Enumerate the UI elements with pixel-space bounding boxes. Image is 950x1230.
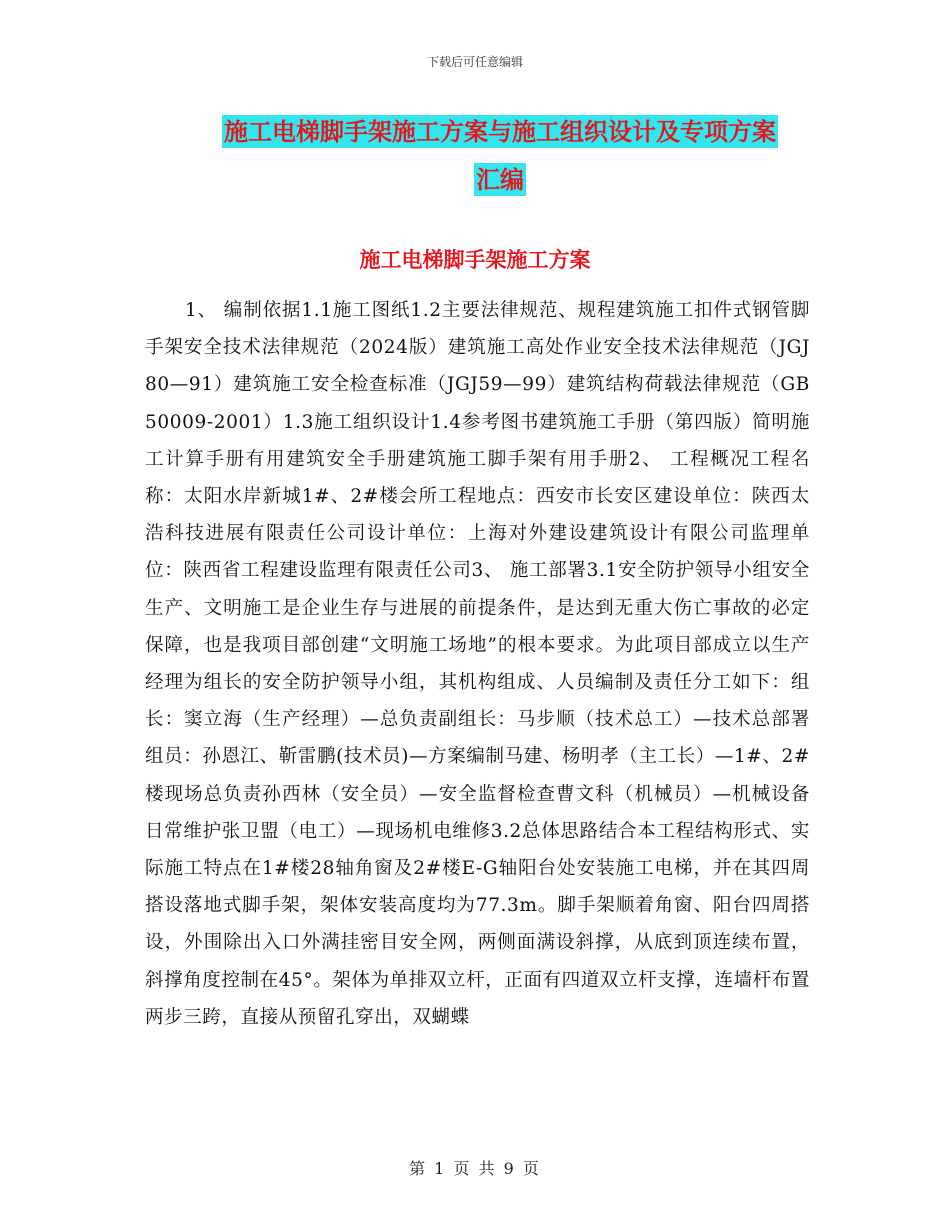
document-title: [140, 108, 860, 204]
section-title: 施工电梯脚手架施工方案: [359, 247, 591, 272]
page-header-note: 下载后可任意编辑: [426, 55, 523, 69]
page-number: 第 1 页 共 9 页: [409, 1159, 541, 1178]
document-title-line1: 施工电梯脚手架施工方案与施工组织设计及专项方案: [224, 117, 776, 146]
body-paragraph: 1、 编制依据1.1施工图纸1.2主要法律规范、规程建筑施工扣件式钢管脚手架安全技术法律规范（2024版）建筑施工高处作业安全技术法律规范（JGJ80—91）建筑施工安全检查标准（JGJ59—99）建筑结构荷载法律规范（GB50009-2001）1.3施工组织设计1.4参考图书建筑施工手册（第四版）简明施工计算手册有用建筑安全手册建筑施工脚手架有用手册2、 工程概况工程名称：太阳水岸新城1#、2#楼会所工程地点：西安市长安区建设单位：陕西太浩科技进展有限责任公司设计单位：上海对外建设建筑设计有限公司监理单位：陕西省工程建设监理有限责任公司3、 施工部署3.1安全防护领导小组安全生产、文明施工是企业生存与进展的前提条件，是达到无重大伤亡事故的必定保障，也是我项目部创建“文明施工场地”的根本要求。为此项目部成立以生产经理为组长的安全防护领导小组，其机构组成、人员编制及责任分工如下：组长：窦立海（生产经理）—总负责副组长：马步顺（技术总工）—技术总部署组员：孙恩江、靳雷鹏(技术员)—方案编制马建、杨明孝（主工长）—1#、2#楼现场总负责孙西林（安全员）—安全监督检查曹文科（机械员）—机械设备日常维护张卫盟（电工）—现场机电维修3.2总体思路结合本工程结构形式、实际施工特点在1#楼28轴角窗及2#楼E-G轴阳台处安装施工电梯，并在其四周搭设落地式脚手架，架体安装高度均为77.3m。脚手架顺着角窗、阳台四周搭设，外围除出入口外满挂密目安全网，两侧面满设斜撑，从底到顶连续布置，斜撑角度控制在45°。架体为单排双立杆，正面有四道双立杆支撑，连墙杆布置两步三跨，直接从预留孔穿出，双蝴蝶: [145, 300, 810, 1028]
document-title-line2: 汇编: [476, 165, 524, 194]
